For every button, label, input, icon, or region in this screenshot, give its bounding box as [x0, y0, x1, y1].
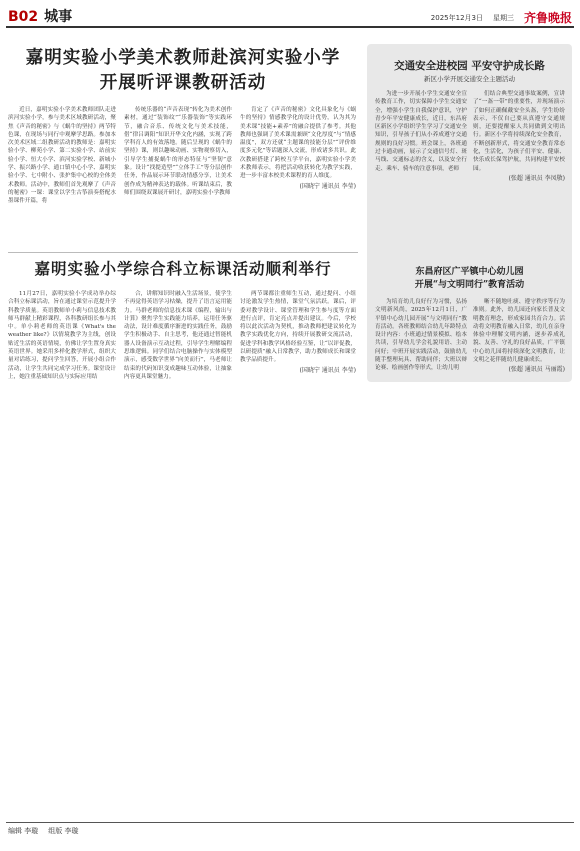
issue-date: 2025年12月3日 — [430, 13, 483, 22]
sidebar-article2-column-1 — [375, 298, 467, 378]
article1-headline-line1: 嘉明实验小学美术教师赴滨河实验小学 — [25, 48, 341, 68]
section-name: 城事 — [44, 9, 73, 25]
article1-paragraph-3: 肯定了《声音的秘密》文化具象化与《蜗牛的坚持》情感教学化的设计优势，认为其为美术课“技能+素养”的融合提供了参考。其他教师也强调了美术课需兼顾“文化厚度”与“情感温度”，双方还就“主题课的技能分层”“评价维度多元化”等话题深入交流，形成诸多共识。此次教研搭建了跨校互学平台，嘉明实验小学美术教师表示，将把活动收获转化为教学实践，进一步丰富本校美术课程的育人维度。 — [240, 107, 356, 180]
article2-column-2 — [124, 290, 232, 418]
sidebar-article1-column-2 — [473, 90, 565, 264]
sidebar-article2-byline: (张超 通讯员 马丽霞) — [508, 366, 565, 374]
newspaper-logo: 齐鲁晚报 — [523, 11, 572, 25]
section-header — [8, 6, 72, 26]
article2-column-1 — [8, 290, 116, 418]
sidebar-article1-paragraph-1: 为进一步开展小学生交通安全宣传教育工作，切实保障小学生交通安全，增强小学生自我保护意识，守护青少年平安健康成长，近日，东昌府区新区小学组织学生学习了交通安全知识，引导孩子们从小养成遵守交通规则的良好习惯。班会课上，各班通过卡通动画，展示了交通信号灯、斑马线、交通标志的含义，以及安全行走、乘车、骑车的注意事项，老师 — [375, 91, 467, 172]
sidebar-box — [367, 44, 572, 382]
article2-paragraph-3: 两节课都注重师生互动，通过提问、小组讨论激发学生热情，课堂气氛活跃。课后，评委对教学设计、课堂管理和学生参与度等方面进行点评，肯定亮点并提出建议。今后，学校将以此次活动为契机，推动教师把建议转化为教学实践优化方向，持续开展教研交流活动，促进学科和教学风格经验互鉴，让“以评促教，以研提质”融入日常教学，助力教师成长和课堂教学品质提升。 — [240, 291, 356, 364]
sidebar-article2-paragraph-1: 为培育幼儿良好行为习惯，弘扬文明新风尚，2025年12月1日，广平镇中心幼儿园开展“与文明同行”教育活动。各班教师结合幼儿年龄特点设计内容：小班通过情景模拟、绘本共读，引导幼儿学会礼貌用语、主动问好；中班开展实践活动，鼓励幼儿随手整理玩具、帮助同伴；大班以辩论赛、绘画创作等形式，让幼儿明 — [375, 299, 467, 372]
article2-column-3 — [240, 290, 356, 426]
sidebar-article1-headline: 交通安全进校园 平安守护成长路 — [394, 60, 545, 72]
article1-paragraph-1: 近日，嘉明实验小学美术教师团队走进滨河实验小学，参与美术区域教研活动，聚焦《声音的秘密》与《蜗牛的坚持》两节特色课，在现场与同行中观摩学思路。参加本次美术区域二组教研活动的教师是：嘉明实验小学、柳苑小学、第二实验小学、站前实验小学、恒大小学、滨河实验学校、新城小学、振兴路小学、通口镇中心小学、嘉明实验小学、七中附小、张护集中心校的全体美术教师。活动中，教师们首先观摩了《声音的秘密》一课：课堂以学生古筝演奏搭配水墨课件开篇，将 — [8, 107, 116, 205]
article-divider — [8, 252, 358, 253]
issue-weekday: 星期三 — [492, 13, 514, 22]
article1-paragraph-2: 传统乐器的“声音表现”转化为美术创作素材，通过“装饰纹”“乐器装饰”等实践环节，融合音乐、传统文化与美术技能，借“律吕调阳”知识开华文化内涵，实现了跨学科育人的有效落地。随后呈现的《蜗牛的坚持》课，则以趣味动画、实物观察切入，引导学生捕捉蜗牛的形态特征与“坚韧”意象。设计“找提造型”“立体手工”等分层创作任务，作品展示环节联动情感分享，让美术创作成为精神表达的载体。听课结束后，教师们围绕双课展开研讨，嘉明实验小学教师 — [124, 107, 232, 196]
sidebar-article2-paragraph-2: 晰不随地吐痰、遵守秩序等行为准则。此外，幼儿园还向家长普及文明教育理念，形成家园共育合力。活动将文明教育融入日常，幼儿在亲身体验中理解文明内涵，逐步养成礼貌、友善、守礼的良好品质，广平镇中心幼儿园将持续深化文明教育，让文明之花伴随幼儿健康成长。 — [473, 299, 565, 364]
footer — [8, 826, 78, 836]
footer-proofread: 组版 李璇 — [48, 827, 79, 835]
article1-column-3 — [240, 106, 356, 254]
sidebar-article1-byline: (张超 通讯员 李凤敬) — [508, 174, 565, 182]
article1-headline-line2: 开展听评课教研活动 — [99, 73, 267, 93]
section-code: B02 — [8, 9, 39, 25]
article1-column-2 — [124, 106, 232, 249]
footer-editor: 编辑 李璇 — [8, 827, 39, 835]
sidebar-article1-subtitle: 新区小学开展交通安全主题活动 — [424, 75, 515, 83]
sidebar-article1-paragraph-2: 们结合典型交通事故案例，宣讲了“一盔一带”的重要性，并现场演示了如何正确佩戴安全头盔，学生纷纷表示，不仅自己要从真遵守交通规则，还要提醒家人共同做到文明出行。新区小学将持续深化安全教育，不断创新形式，将交通安全教育常态化，生活化，为孩子们平安、健康、快乐成长保驾护航，共同构建平安校园。 — [473, 91, 565, 172]
article2-byline: (国晓宁 通讯员 李莹) — [299, 366, 356, 374]
article2-paragraph-2: 合，讲解知识时融入生活场景，使学生不再觉得英语学习枯燥，提升了语言运用能力。马群老师的信息技术课《编程，输出与计算》聚焦学生实践能力培养，运用任务驱动法，设计难度循序渐进的实践任务，鼓励学生积极动手、自主思考，他还通过智能机器人设备演示互动过程，引导学生理解编程思维逻辑。同学们结合电脑操作与实体模型演示，感受数学世界“向美而行”，马老师让结束的代码知识变成趣味互动体验，让抽象内容更具课堂魅力。 — [124, 291, 232, 380]
article1-headline — [6, 46, 360, 96]
header-rule — [6, 26, 574, 28]
sidebar-article2-column-2 — [473, 298, 565, 380]
sidebar-article2-headline — [367, 266, 572, 292]
header-info — [431, 9, 572, 26]
article2-paragraph-1: 11月27日，嘉明实验小学成功举办综合科立标课活动，旨在通过课堂示范提升学科教学质量。英语教师单小莉与信息技术教师马群献上精彩课程，各科教研组长参与其中。单小莉老师的英语课《What's the weather like?》以情境教学为主线，创设贴近生活的英语情境，仿佛让学生置身真实英语世界。她采用多样化教学形式，组织大量对话练习，提问学生回答，开展小组合作活动，让学生共同完成学习任务。课堂设计上，她注重基础知识点与实际应用结 — [8, 291, 116, 380]
footer-rule — [6, 822, 574, 823]
sidebar-article2-headline-line1: 东昌府区广平镇中心幼儿园 — [415, 267, 524, 277]
article1-byline: (国晓宁 通讯员 李莹) — [299, 182, 356, 190]
sidebar-article1-column-1 — [375, 90, 467, 264]
article2-headline: 嘉明实验小学综合科立标课活动顺利举行 — [34, 259, 332, 278]
article1-column-1 — [8, 106, 116, 249]
sidebar-article2-headline-line2: 开展“与文明同行”教育活动 — [414, 280, 525, 290]
